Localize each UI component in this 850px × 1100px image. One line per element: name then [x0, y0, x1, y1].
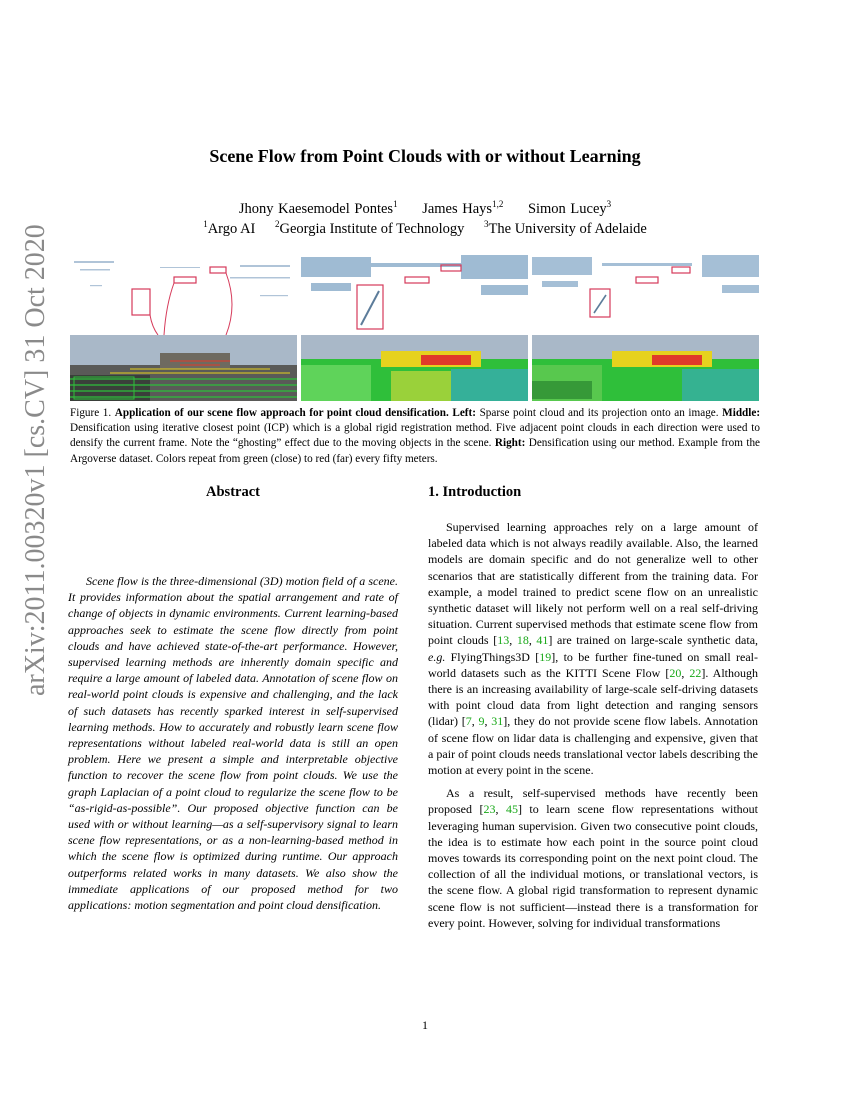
- author: Simon Lucey$^3$: [527, 199, 612, 217]
- caption-right-label: Right:: [494, 437, 526, 450]
- figure-1: [70, 255, 760, 401]
- author-list: [0, 201, 850, 218]
- icp-projection-image: [301, 335, 528, 401]
- affiliation: $^2$Georgia Institute of Technology: [275, 219, 465, 237]
- affiliation-list: [0, 221, 850, 238]
- caption-right-text: Densification using our method. Example from the Argoverse dataset. Colors repeat from green (close) to red (far) every fifty meters.: [70, 437, 760, 465]
- citation-link[interactable]: 18: [516, 633, 529, 648]
- ours-projection-image: [532, 335, 759, 401]
- figure-caption: [70, 406, 760, 467]
- caption-label: Figure 1.: [70, 407, 112, 419]
- author: Jhony Kaesemodel Pontes$^1$: [238, 199, 398, 217]
- intro-paragraph: Supervised learning approaches rely on a large amount of labeled data which is not always readily available. Also, the learned models are domain specific and do not generalize well to other scenarios that are statistically different from the training data. For example, a model trained to predict scene flow on an unrealistic synthetic dataset will likely not perform well on a real self-driving situation. Current supervised methods that estimate scene flow from point clouds [13, 18, 41] are trained on large-scale synthetic data, e.g. FlyingThings3D [19], to be further fine-tuned on small real-world datasets such as the KITTI Scene Flow [20, 22]. Although there is an increasing availability of large-scale self-driving datasets with point cloud data from light detection and ranging sensors (lidar) [7, 9, 31], they do not provide scene flow labels. Annotation of scene flow on lidar data is challenging and expensive, given that a pair of point clouds needs translational vector labels describing the motion at every point in the scene.: [428, 520, 759, 778]
- citation-link[interactable]: 22: [689, 665, 702, 680]
- citation-link[interactable]: 23: [483, 802, 496, 817]
- caption-left-label: Left:: [452, 407, 476, 419]
- caption-middle-text: Densification using iterative closest point (ICP) which is a global rigid registration method. Five adjacent point clouds in each direction were used to densify the current frame. Note the “ghosting” effect due to the moving objects in the scene.: [70, 422, 760, 450]
- arxiv-stamp: [16, 224, 56, 696]
- figure-panel-middle: [301, 255, 528, 401]
- citation-link[interactable]: 13: [497, 633, 510, 648]
- citation-link[interactable]: 20: [669, 665, 682, 680]
- citation-link[interactable]: 9: [478, 714, 485, 729]
- intro-paragraph: As a result, self-supervised methods have recently been proposed [23, 45] to learn scene flow representations without leveraging human supervision. Given two consecutive point clouds, the idea is to estimate how each point in the source point cloud moves towards its corresponding point on the next point cloud. The collection of all the individual motions, or translational vectors, is the scene flow. A global rigid transformation to represent dynamic scene flow is not sufficient—instead there is a transformation for every point. However, solving for individual transformations: [428, 786, 759, 930]
- page-number: 1: [422, 1018, 428, 1032]
- sparse-point-cloud-image: [70, 255, 297, 335]
- author: James Hays$^{1,2}$: [422, 199, 504, 217]
- citation-link[interactable]: 7: [465, 714, 472, 729]
- citation-link[interactable]: 19: [539, 649, 552, 664]
- intro-heading: 1. Introduction: [428, 484, 522, 500]
- arxiv-stamp-text: arXiv:2011.00320v1 [cs.CV] 31 Oct 2020: [20, 224, 51, 696]
- sparse-projection-image: [70, 335, 297, 401]
- abstract-heading: Abstract: [206, 484, 260, 500]
- abstract-text: Scene flow is the three-dimensional (3D) motion field of a scene. It provides information about the spatial arrangement and rate of change of objects in dynamic environments. Current learning-based approaches seek to estimate the scene flow directly from point clouds and have achieved state-of-the-art performance. However, supervised learning methods are inherently domain specific and require a large amount of labeled data. Annotation of scene flow on real-world point clouds is expensive and challenging, and the lack of such datasets has recently sparked interest in self-supervised learning methods. How to accurately and robustly learn scene flow representations without labeled real-world data is still an open problem. Here we present a simple and interpretable objective function to recover the scene flow from point clouds. We use the graph Laplacian of a point cloud to regularize the scene flow to be “as-rigid-as-possible”. Our proposed objective function can be used with or without learning—as a self-supervisory signal to learn scene flow representations, or as a non-learning-based method in which the scene flow is optimized during runtime. Our approach outperforms related works in many datasets. We also show the immediate applications of our proposed method for two applications: motion segmentation and point cloud densification.: [68, 574, 398, 913]
- paper-title: Scene Flow from Point Clouds with or without Learning: [209, 146, 641, 166]
- figure-panel-right: [532, 255, 759, 401]
- intro-body: [428, 519, 758, 938]
- caption-middle-label: Middle:: [722, 407, 761, 419]
- caption-bold-intro: Application of our scene flow approach for point cloud densification.: [114, 407, 449, 419]
- affiliation: $^1$Argo AI: [203, 219, 256, 237]
- icp-point-cloud-image: [301, 255, 528, 335]
- ours-point-cloud-image: [532, 255, 759, 335]
- citation-link[interactable]: 31: [491, 714, 504, 729]
- citation-link[interactable]: 45: [505, 802, 518, 817]
- figure-panel-left: [70, 255, 297, 401]
- citation-link[interactable]: 41: [536, 633, 549, 648]
- caption-left-text: Sparse point cloud and its projection onto an image.: [479, 407, 719, 419]
- affiliation: $^3$The University of Adelaide: [484, 219, 647, 237]
